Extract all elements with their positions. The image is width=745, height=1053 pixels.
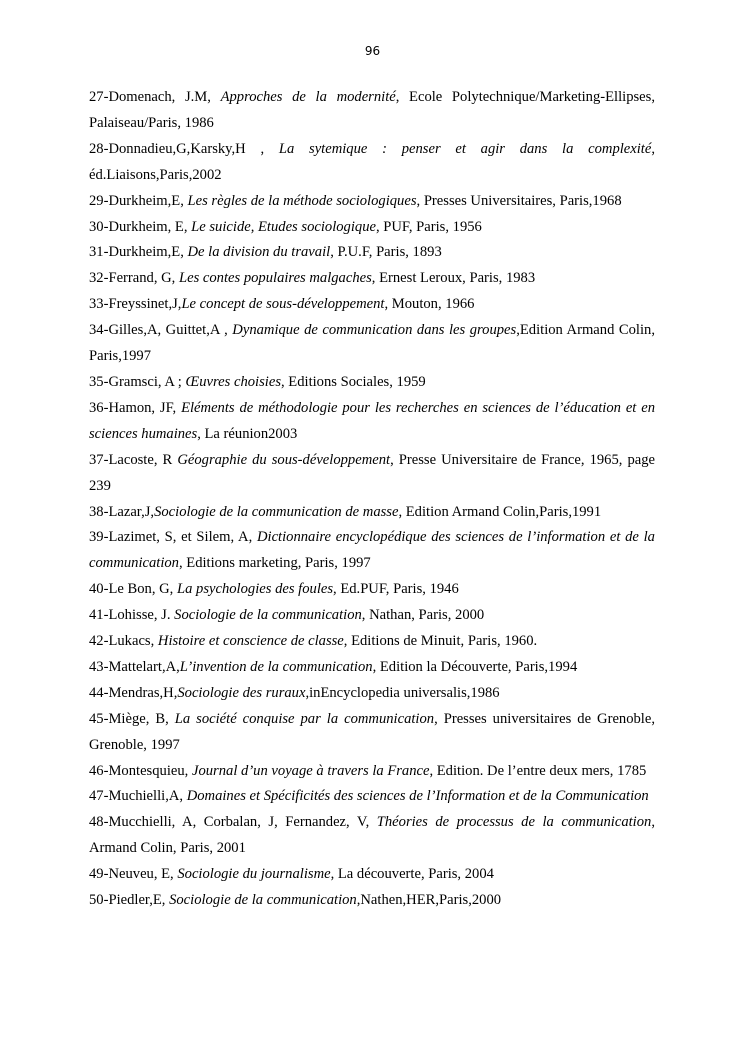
reference-prefix: 50-Piedler,E, [89,892,170,909]
reference-item [89,707,655,759]
reference-list [89,85,655,914]
reference-title: Les contes populaires malgaches [178,270,372,287]
reference-item [89,189,655,215]
reference-suffix: , Edition la Découverte, Paris,1994 [372,658,578,675]
reference-item [89,784,655,810]
reference-item [89,525,655,577]
reference-item [89,215,655,241]
reference-item [89,577,655,603]
reference-item [89,85,655,137]
reference-prefix: 43-Mattelart,A, [89,658,180,675]
reference-title: Les règles de la méthode sociologiques [187,192,417,209]
reference-item [89,266,655,292]
reference-prefix: 33-Freyssinet,J, [89,296,182,313]
reference-prefix: 30-Durkheim, E, [89,218,192,235]
reference-prefix: 38-Lazar,J, [89,503,155,520]
reference-prefix: 35-Gramsci, A ; [89,373,186,390]
reference-prefix: 49-Neuveu, E, [89,866,178,883]
reference-title: Dictionnaire encyclopédique des sciences de l’information et de la communication [89,529,655,572]
reference-title: Le suicide, Etudes sociologique [191,218,376,235]
reference-title: La société conquise par la communication [174,710,435,727]
reference-item [89,810,655,862]
reference-suffix: , éd.Liaisons,Paris,2002 [89,140,655,183]
reference-prefix: 36-Hamon, JF, [89,399,182,416]
reference-prefix: 27-Domenach, J.M, [89,89,221,105]
reference-item [89,888,655,914]
reference-item [89,759,655,785]
reference-item [89,862,655,888]
reference-title: Domaines et Spécificités des sciences de l’Information et de la Communication [186,788,649,805]
reference-item [89,318,655,370]
reference-suffix: , Edition Armand Colin,Paris,1991 [398,503,602,520]
reference-title: La psychologies des foules [176,581,334,598]
reference-suffix: , Editions de Minuit, Paris, 1960. [343,633,538,650]
reference-title: Sociologie de la communication [174,607,362,624]
reference-item [89,240,655,266]
reference-title: Sociologie du journalisme [177,866,331,883]
reference-title: Approches de la modernité [220,89,396,105]
reference-item [89,370,655,396]
reference-suffix: , La découverte, Paris, 2004 [330,866,494,883]
reference-suffix: , Presse Universitaire de France, 1965, page 239 [89,451,656,494]
reference-prefix: 44-Mendras,H, [89,684,178,701]
reference-suffix: , Mouton, 1966 [384,296,475,313]
reference-title: Eléments de méthodologie pour les recherches en sciences de l’éducation et en sciences humaines [89,399,655,442]
reference-prefix: 42-Lukacs, [89,633,158,650]
reference-item [89,681,655,707]
reference-suffix: , Presses universitaires de Grenoble, Grenoble, 1997 [89,710,655,753]
reference-prefix: 28-Donnadieu,G,Karsky,H , [89,140,279,157]
reference-suffix: , Edition. De l’entre deux mers, 1785 [429,762,647,779]
reference-prefix: 47-Muchielli,A, [89,788,187,805]
reference-prefix: 46-Montesquieu, [89,762,192,779]
reference-prefix: 31-Durkheim,E, [89,244,188,261]
reference-title: Sociologie de la communication [169,892,357,909]
reference-suffix: , Presses Universitaires, Paris,1968 [416,192,622,209]
reference-prefix: 37-Lacoste, R [89,451,178,468]
reference-prefix: 29-Durkheim,E, [89,192,188,209]
reference-suffix: , Ed.PUF, Paris, 1946 [333,581,459,598]
reference-item [89,396,655,448]
reference-title: Histoire et conscience de classe [157,633,344,650]
reference-title: Dynamique de communication dans les groupes [232,322,517,339]
reference-title: Journal d’un voyage à travers la France [191,762,430,779]
reference-title: Géographie du sous-développement [177,451,391,468]
reference-suffix: , P.U.F, Paris, 1893 [330,244,442,261]
reference-prefix: 48-Mucchielli, A, Corbalan, J, Fernandez, V, [89,814,377,831]
reference-prefix: 41-Lohisse, J. [89,607,175,624]
reference-suffix: , Ecole Polytechnique/Marketing-Ellipses, Palaiseau/Paris, 1986 [89,89,655,131]
reference-item [89,629,655,655]
page-number: 96 [364,44,381,58]
reference-suffix: , La réunion2003 [197,425,298,442]
reference-suffix: ,Edition Armand Colin, Paris,1997 [89,322,655,365]
reference-suffix: , PUF, Paris, 1956 [375,218,482,235]
reference-suffix: ,Nathen,HER,Paris,2000 [356,892,502,909]
reference-item [89,448,655,500]
reference-suffix: , Nathan, Paris, 2000 [361,607,485,624]
reference-prefix: 45-Miège, B, [89,710,175,727]
reference-item [89,292,655,318]
reference-item [89,500,655,526]
reference-item [89,137,655,189]
reference-prefix: 39-Lazimet, S, et Silem, A, [89,529,257,546]
reference-title: Sociologie de la communication de masse [154,503,399,520]
reference-suffix: , Editions marketing, Paris, 1997 [178,555,371,572]
reference-item [89,603,655,629]
reference-title: La sytemique : penser et agir dans la complexité [278,140,652,157]
reference-title: De la division du travail [187,244,331,261]
reference-suffix: , Ernest Leroux, Paris, 1983 [371,270,536,287]
reference-suffix: , Editions Sociales, 1959 [281,373,426,390]
reference-suffix: , Armand Colin, Paris, 2001 [89,814,655,857]
reference-prefix: 34-Gilles,A, Guittet,A , [89,322,233,339]
reference-prefix: 40-Le Bon, G, [89,581,177,598]
reference-prefix: 32-Ferrand, G, [89,270,179,287]
reference-title: Le concept de sous-développement [181,296,385,313]
reference-title: Sociologie des ruraux [177,684,306,701]
reference-suffix: ,inEncyclopedia universalis,1986 [305,684,500,701]
reference-title: Œuvres choisies [185,373,281,390]
reference-title: Théories de processus de la communication [376,814,652,831]
reference-item [89,655,655,681]
reference-title: L’invention de la communication [179,658,373,675]
